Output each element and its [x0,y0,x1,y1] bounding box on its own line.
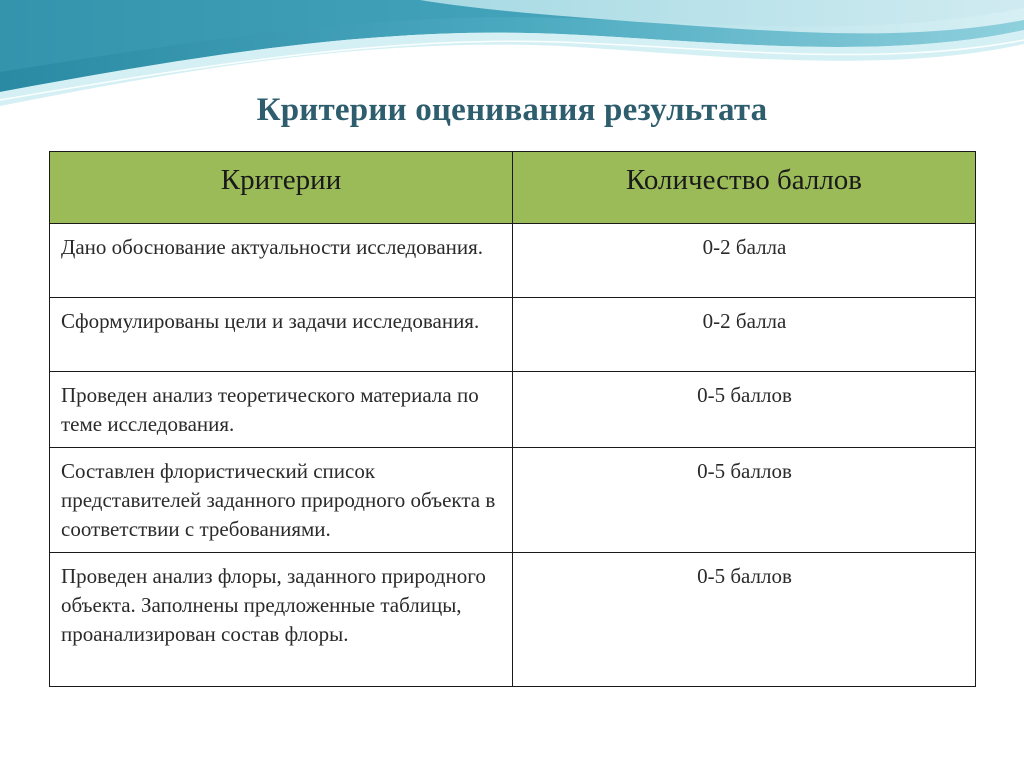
points-cell: 0-5 баллов [513,448,976,553]
criterion-cell: Сформулированы цели и задачи исследования. [50,298,513,372]
criterion-cell: Проведен анализ флоры, заданного природного объекта. Заполнены предложенные таблицы, проанализирован состав флоры. [50,553,513,687]
points-cell: 0-2 балла [513,298,976,372]
table-row [50,448,976,553]
header-points: Количество баллов [513,152,976,224]
points-cell: 0-2 балла [513,224,976,298]
criteria-table [49,151,976,687]
table-header-row [50,152,976,224]
criterion-cell: Дано обоснование актуальности исследования. [50,224,513,298]
table-row [50,224,976,298]
criterion-cell: Проведен анализ теоретического материала по теме исследования. [50,372,513,448]
table-row [50,298,976,372]
points-cell: 0-5 баллов [513,553,976,687]
header-criteria: Критерии [50,152,513,224]
table-row [50,372,976,448]
table-row [50,553,976,687]
points-cell: 0-5 баллов [513,372,976,448]
slide-title: Критерии оценивания результата [256,92,768,128]
criterion-cell: Составлен флористический список представителей заданного природного объекта в соответствии с требованиями. [50,448,513,553]
